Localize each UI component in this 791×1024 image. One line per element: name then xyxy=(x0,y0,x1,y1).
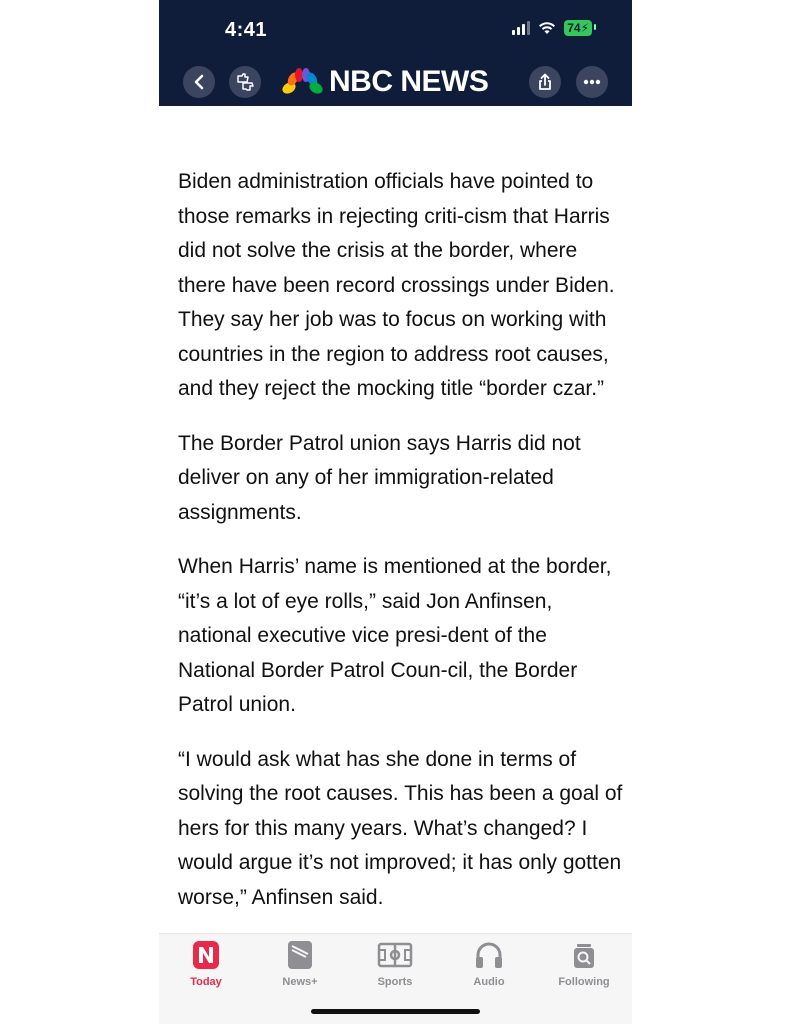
article-paragraph: Biden administration officials have pointed to those remarks in rejecting criti-cism that Harris did not solve the crisis at the border, where there have been record crossings under Biden. They say her job was to focus on working with countries in the region to address root causes, and they reject the mocking title “border czar.” xyxy=(178,170,615,400)
tab-audio[interactable] xyxy=(449,940,529,988)
tab-label: Today xyxy=(190,976,222,988)
status-icons xyxy=(512,20,592,36)
headphones-icon xyxy=(474,940,504,970)
ellipsis-icon xyxy=(583,79,601,85)
tab-today[interactable] xyxy=(166,940,246,988)
app-header xyxy=(159,0,632,106)
article-body xyxy=(178,165,623,935)
tab-label: Audio xyxy=(473,976,505,988)
brand-name: NBC NEWS xyxy=(329,65,489,98)
tab-label: News+ xyxy=(282,976,318,988)
news-icon xyxy=(192,940,220,970)
chevron-left-icon xyxy=(193,74,205,90)
battery-level: 74 xyxy=(567,21,581,35)
following-icon xyxy=(570,940,598,970)
back-button[interactable] xyxy=(183,66,215,98)
thumbs-icon xyxy=(235,73,255,91)
dislike-story-button[interactable] xyxy=(229,66,261,98)
tab-following[interactable] xyxy=(544,940,624,988)
news-plus-icon xyxy=(286,940,314,970)
share-button[interactable] xyxy=(529,66,561,98)
sports-icon xyxy=(377,940,413,970)
tab-label: Following xyxy=(558,976,610,988)
cellular-signal-icon xyxy=(512,21,530,35)
tab-sports[interactable] xyxy=(355,940,435,988)
article-paragraph: “I would ask what has she done in terms of solving the root causes. This has been a goal of hers for this many years. What’s changed? I would argue it’s not improved; it has only gotten worse,” Anfinsen said. xyxy=(178,747,623,909)
article-paragraph: The Border Patrol union says Harris did not deliver on any of her immigration-related assignments. xyxy=(178,431,581,524)
battery-icon: 74⚡ xyxy=(564,20,592,36)
status-time: 4:41 xyxy=(225,19,268,41)
wifi-icon xyxy=(538,21,556,35)
tab-news-plus[interactable] xyxy=(260,940,340,988)
phone-screen xyxy=(159,0,632,1024)
nbc-peacock-icon xyxy=(281,68,323,96)
more-button[interactable] xyxy=(576,66,608,98)
tab-label: Sports xyxy=(377,976,413,988)
brand-logo xyxy=(281,64,488,100)
home-indicator[interactable] xyxy=(311,1009,480,1014)
article-paragraph: When Harris’ name is mentioned at the border, “it’s a lot of eye rolls,” said Jon Anfinsen, national executive vice presi-dent of the National Border Patrol Coun-cil, the Border Patrol union. xyxy=(178,555,612,716)
share-icon xyxy=(537,73,553,91)
